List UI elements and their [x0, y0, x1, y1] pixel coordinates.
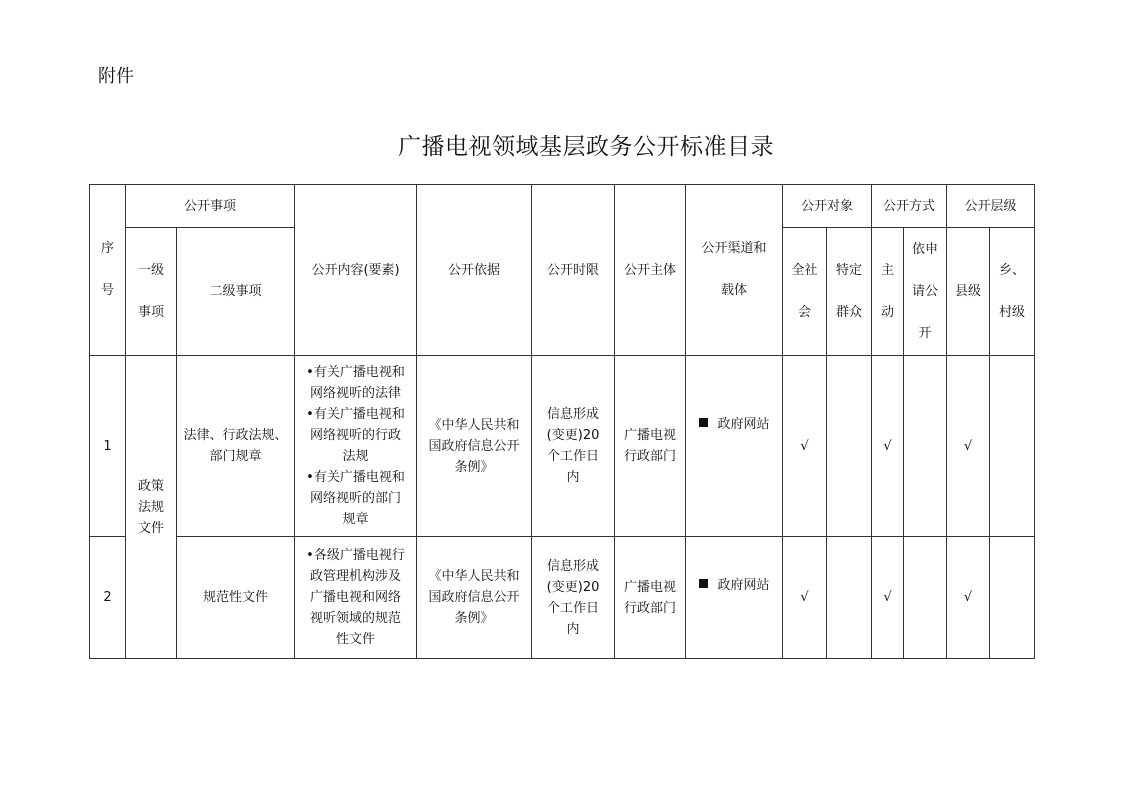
header-target-group: 公开对象 — [783, 185, 872, 228]
header-method-group: 公开方式 — [872, 185, 947, 228]
row-time-limit: 信息形成 (变更)20 个工作日 内 — [532, 356, 615, 537]
square-bullet-icon — [699, 579, 708, 588]
row-basis: 《中华人民共和 国政府信息公开 条例》 — [417, 537, 532, 659]
row-content: •各级广播电视行 政管理机构涉及 广播电视和网络 视听领域的规范 性文件 — [295, 537, 417, 659]
header-seq: 序 号 — [90, 185, 126, 356]
row-level-township — [990, 537, 1035, 659]
row-seq: 1 — [90, 356, 126, 537]
header-level2: 二级事项 — [177, 228, 295, 356]
row-target-all: √ — [783, 537, 827, 659]
attachment-label: 附件 — [98, 66, 134, 87]
row-level-township — [990, 356, 1035, 537]
row-method-active: √ — [872, 356, 904, 537]
catalog-table — [89, 184, 1035, 659]
table-row — [90, 537, 1035, 659]
row-subject: 广播电视 行政部门 — [615, 356, 686, 537]
header-items-group: 公开事项 — [126, 185, 295, 228]
header-channel: 公开渠道和 载体 — [686, 185, 783, 356]
header-level1: 一级 事项 — [126, 228, 177, 356]
page-title: 广播电视领域基层政务公开标准目录 — [398, 134, 774, 160]
row-method-apply — [904, 356, 947, 537]
level1-item: 政策 法规 文件 — [126, 356, 177, 659]
header-level-township: 乡、 村级 — [990, 228, 1035, 356]
header-subject: 公开主体 — [615, 185, 686, 356]
header-target-specific: 特定 群众 — [827, 228, 872, 356]
header-basis: 公开依据 — [417, 185, 532, 356]
row-level-county: √ — [947, 537, 990, 659]
header-content: 公开内容(要素) — [295, 185, 417, 356]
row-basis: 《中华人民共和 国政府信息公开 条例》 — [417, 356, 532, 537]
row-time-limit: 信息形成 (变更)20 个工作日 内 — [532, 537, 615, 659]
row-seq: 2 — [90, 537, 126, 659]
header-row-1 — [90, 185, 1035, 228]
table-row — [90, 356, 1035, 537]
header-level-group: 公开层级 — [947, 185, 1035, 228]
row-method-apply — [904, 537, 947, 659]
row-method-active: √ — [872, 537, 904, 659]
header-method-active: 主 动 — [872, 228, 904, 356]
header-time-limit: 公开时限 — [532, 185, 615, 356]
row-target-specific — [827, 356, 872, 537]
row-level2: 规范性文件 — [177, 537, 295, 659]
row-level2: 法律、行政法规、 部门规章 — [177, 356, 295, 537]
header-method-apply: 依申 请公 开 — [904, 228, 947, 356]
header-target-all: 全社 会 — [783, 228, 827, 356]
square-bullet-icon — [699, 418, 708, 427]
row-level-county: √ — [947, 356, 990, 537]
row-content: •有关广播电视和 网络视听的法律 •有关广播电视和 网络视听的行政 法规 •有关广播电视和 网络视听的部门 规章 — [295, 356, 417, 537]
row-target-all: √ — [783, 356, 827, 537]
row-subject: 广播电视 行政部门 — [615, 537, 686, 659]
row-channel: 政府网站 — [686, 537, 783, 659]
header-level-county: 县级 — [947, 228, 990, 356]
row-channel: 政府网站 — [686, 356, 783, 537]
row-target-specific — [827, 537, 872, 659]
